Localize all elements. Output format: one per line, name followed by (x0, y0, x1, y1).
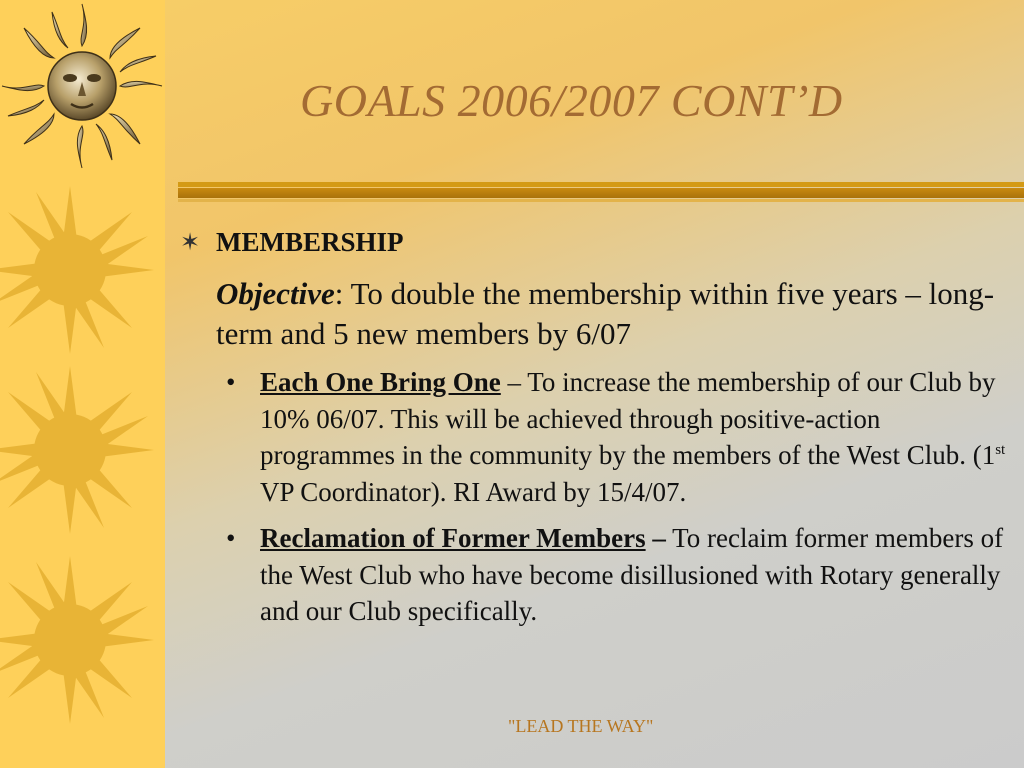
slide-body (180, 222, 1010, 630)
sun-icon (0, 366, 154, 534)
sun-decorations (0, 0, 165, 768)
bullet-text-cont: VP Coordinator). RI Award by 15/4/07. (260, 476, 687, 507)
bullet-text: To reclaim former members of the West Club who have become disillusioned with Rotary generally and our Club specifically. (260, 523, 1004, 626)
sun-icon (0, 186, 154, 354)
objective-paragraph (180, 274, 1010, 354)
star-bullet-icon: ✶ (180, 230, 201, 256)
bullet-text: – To increase the membership of our Club by 10% 06/07. This will be achieved through positive-action programmes in the community by the members of the West Club. (1 (260, 367, 996, 470)
decor-strip (0, 0, 165, 768)
bullet-reclamation (180, 520, 1010, 630)
bullet-each-one-bring-one (180, 364, 1010, 510)
bullet-heading: Each One Bring One (260, 367, 501, 397)
dot-bullet-icon: • (226, 523, 236, 553)
bullet-heading: Reclamation of Former Members (260, 523, 646, 553)
slide-footer: "LEAD THE WAY" (508, 716, 654, 736)
objective-text: : To double the membership within five years – long-term and 5 new members by 6/07 (216, 276, 995, 351)
sun-face-icon (2, 4, 162, 168)
bullet-dash: – (645, 523, 666, 553)
sun-icon (0, 556, 154, 724)
objective-label: Objective (216, 276, 335, 311)
ordinal-superscript: st (995, 442, 1006, 458)
title-divider (178, 182, 1024, 204)
membership-heading (180, 222, 1010, 262)
heading-text: MEMBERSHIP (216, 227, 404, 257)
dot-bullet-icon: • (226, 367, 236, 397)
slide-title: GOALS 2006/2007 CONT’D (300, 75, 843, 126)
